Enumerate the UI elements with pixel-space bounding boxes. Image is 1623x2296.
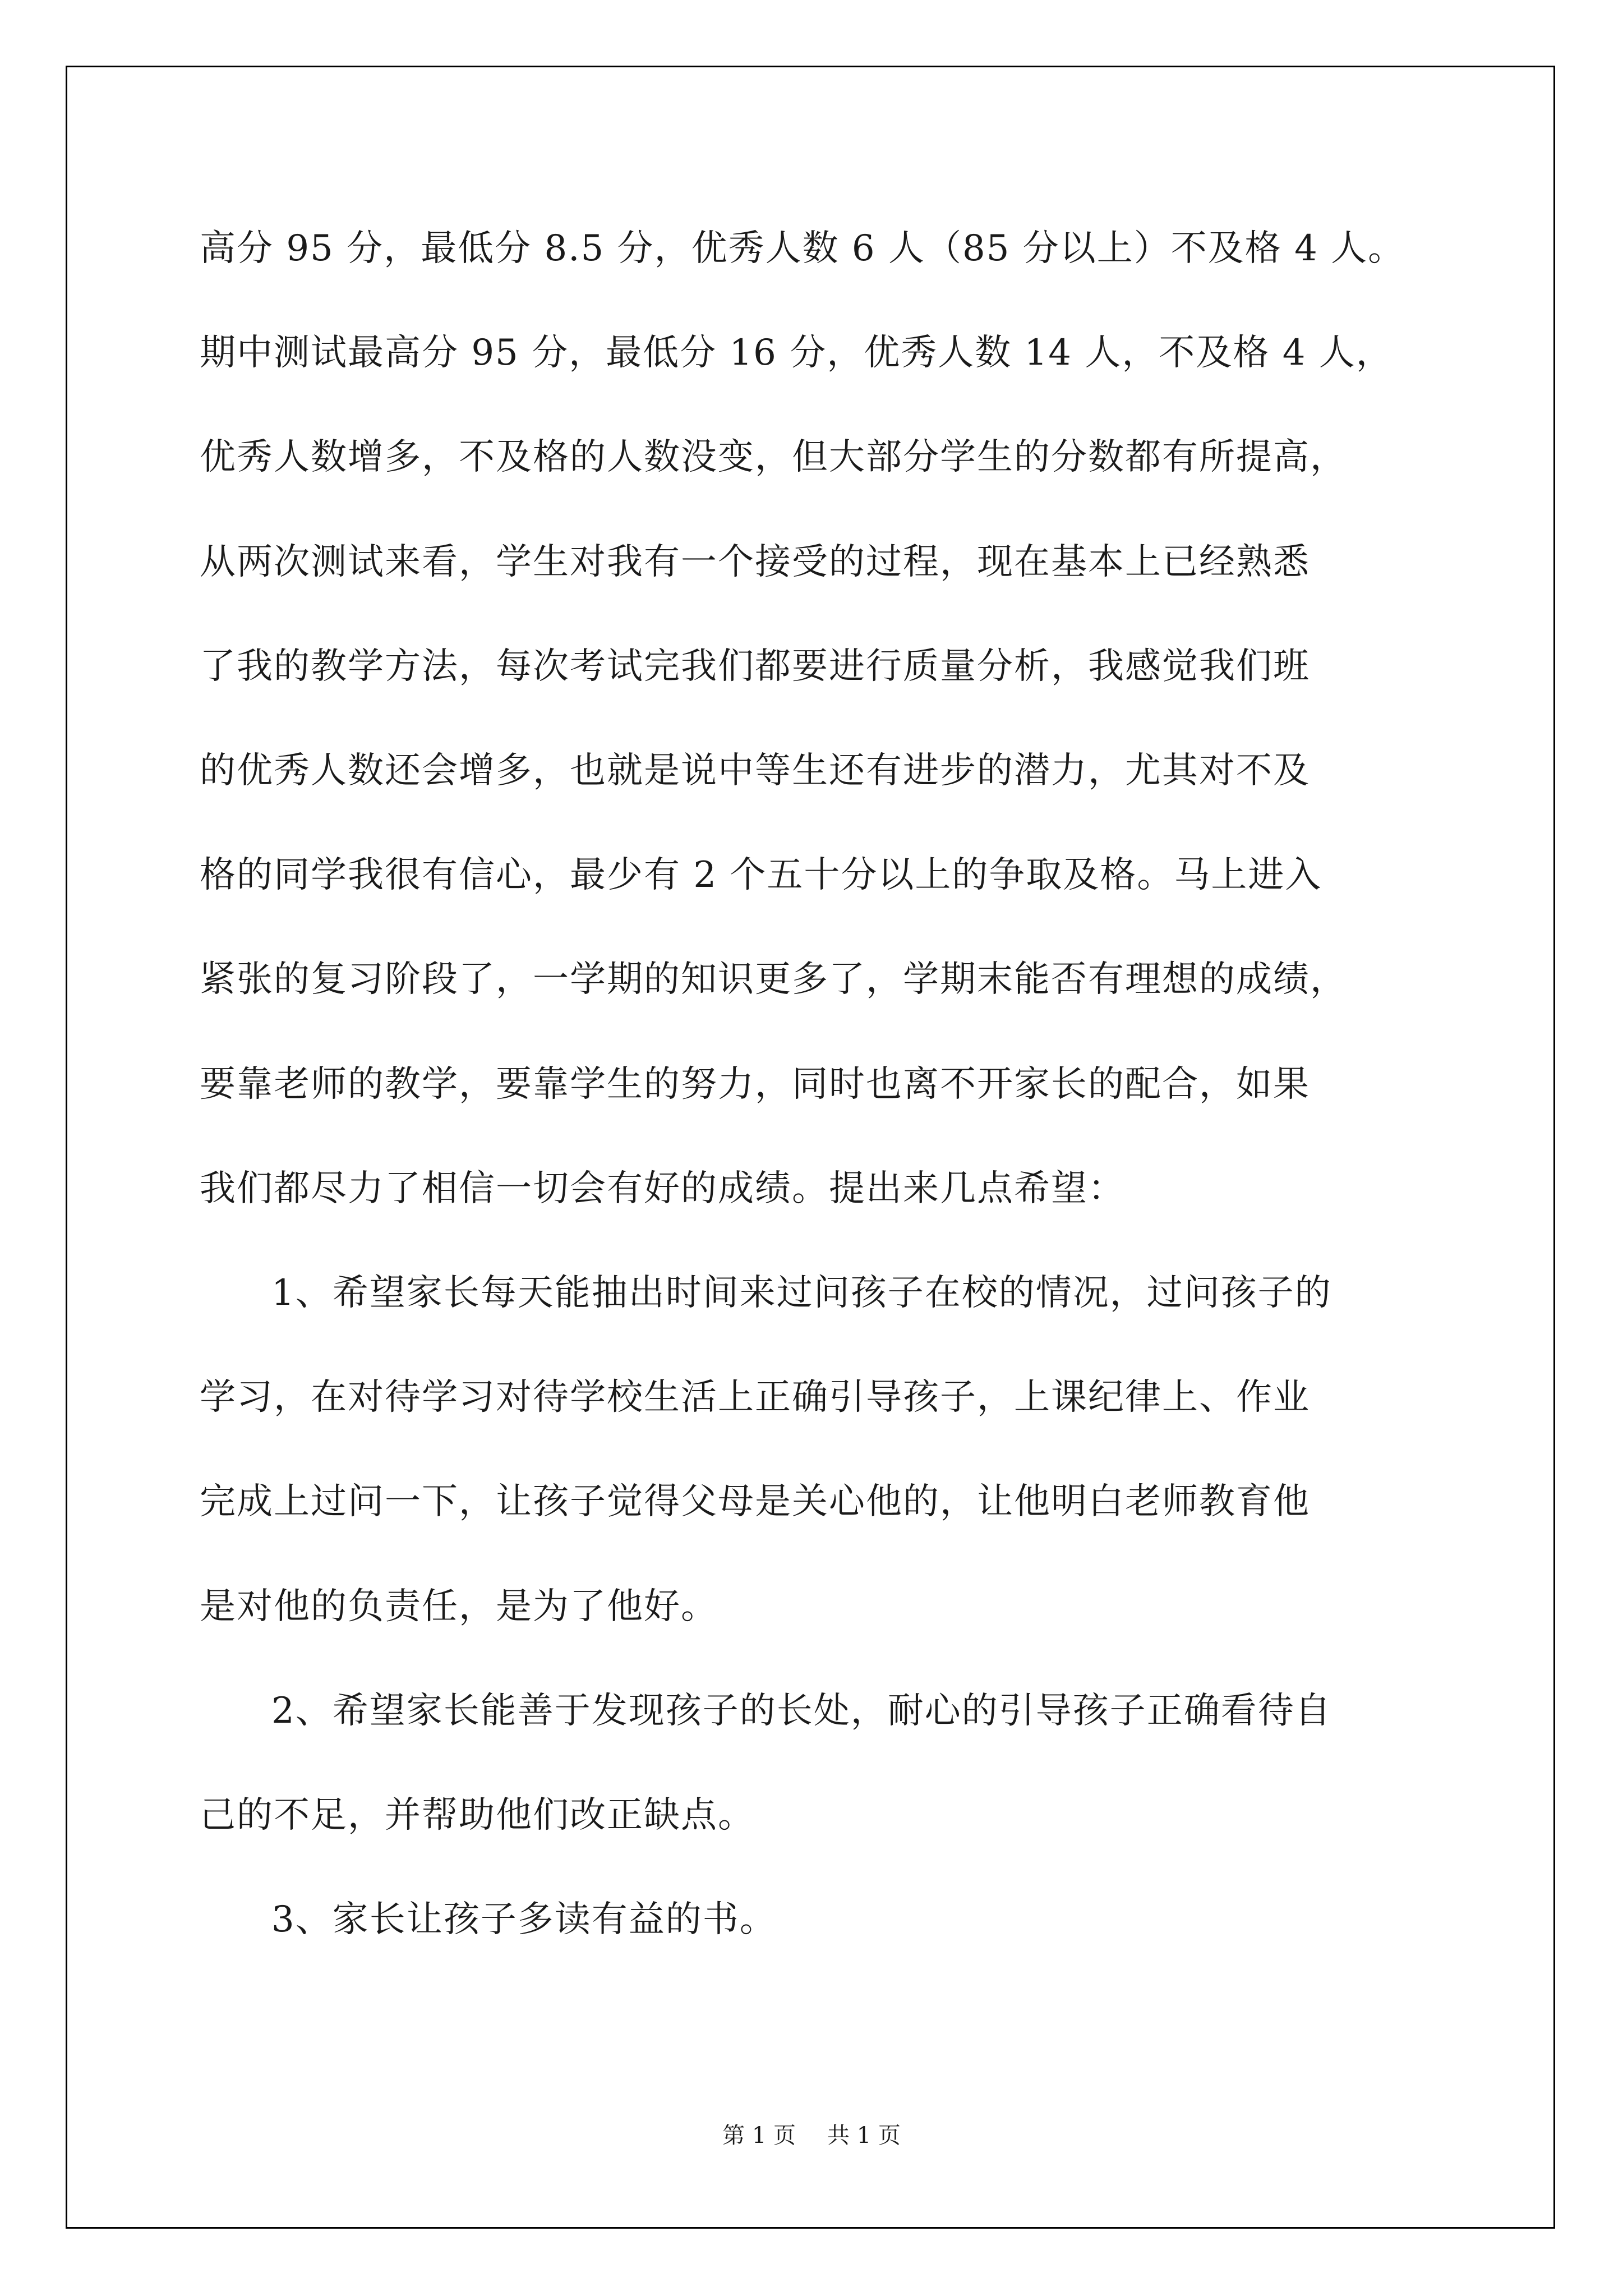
text-line: 己的不足，并帮助他们改正缺点。	[200, 1795, 755, 1836]
text-line: 完成上过问一下，让孩子觉得父母是关心他的，让他明白老师教育他	[200, 1481, 1310, 1522]
text-line: 的优秀人数还会增多，也就是说中等生还有进步的潜力，尤其对不及	[200, 750, 1310, 792]
text-line: 高分 95 分，最低分 8.5 分，优秀人数 6 人（85 分以上）不及格 4 人。	[200, 228, 1405, 269]
text-line: 2、希望家长能善于发现孩子的长处，耐心的引导孩子正确看待自	[271, 1690, 1332, 1732]
text-line: 我们都尽力了相信一切会有好的成绩。提出来几点希望：	[200, 1168, 1125, 1209]
text-line: 是对他的负责任，是为了他好。	[200, 1586, 718, 1627]
text-line: 1、希望家长每天能抽出时间来过问孩子在校的情况，过问孩子的	[271, 1272, 1332, 1314]
page-number-current: 第 1 页	[722, 2123, 796, 2148]
text-line: 优秀人数增多，不及格的人数没变，但大部分学生的分数都有所提高，	[200, 436, 1347, 478]
text-line: 学习，在对待学习对待学校生活上正确引导孩子，上课纪律上、作业	[200, 1377, 1310, 1418]
text-line: 格的同学我很有信心，最少有 2 个五十分以上的争取及格。马上进入	[200, 854, 1322, 896]
text-line: 从两次测试来看，学生对我有一个接受的过程，现在基本上已经熟悉	[200, 541, 1310, 583]
text-line: 3、家长让孩子多读有益的书。	[271, 1899, 777, 1940]
page-number-total: 共 1 页	[827, 2123, 901, 2148]
page-footer	[0, 2122, 1623, 2150]
text-line: 要靠老师的教学，要靠学生的努力，同时也离不开家长的配合，如果	[200, 1064, 1310, 1105]
text-line: 期中测试最高分 95 分，最低分 16 分，优秀人数 14 人，不及格 4 人，	[200, 332, 1393, 374]
text-line: 紧张的复习阶段了，一学期的知识更多了，学期末能否有理想的成绩，	[200, 959, 1347, 1000]
text-line: 了我的教学方法，每次考试完我们都要进行质量分析，我感觉我们班	[200, 646, 1310, 687]
